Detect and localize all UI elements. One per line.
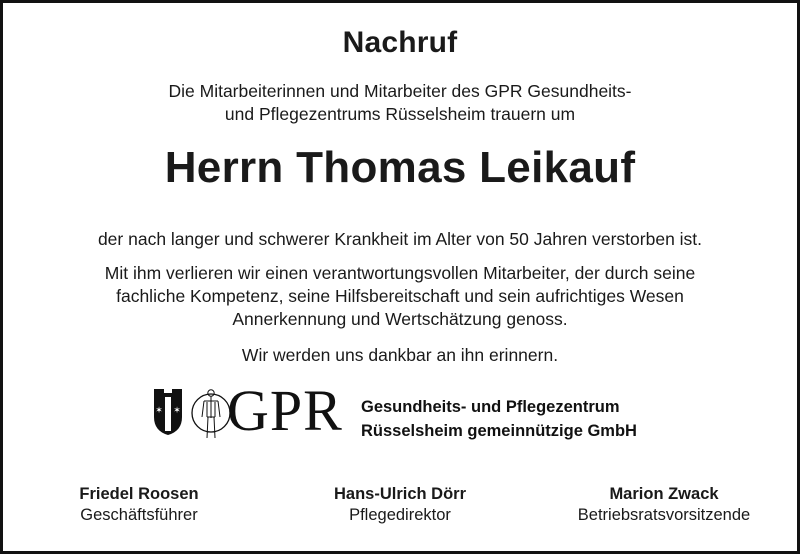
human-figure-icon <box>191 383 231 443</box>
signatory-name: Hans-Ulrich Dörr <box>333 485 467 503</box>
signatory <box>270 484 530 526</box>
signatory-role: Geschäftsführer <box>80 506 198 524</box>
intro-line: und Pflegezentrums Rüsselsheim trauern um <box>224 104 576 124</box>
tribute-paragraph <box>3 262 797 331</box>
signatory-role: Betriebsratsvorsitzende <box>577 506 751 524</box>
organization-name <box>361 395 637 443</box>
notice-heading: Nachruf <box>342 26 458 59</box>
gpr-wordmark: GPR <box>227 378 343 443</box>
signatory-role: Pflegedirektor <box>349 506 451 524</box>
remembrance-statement: Wir werden uns dankbar an ihn erinnern. <box>241 345 559 365</box>
death-statement: der nach langer und schwerer Krankheit im Alter von 50 Jahren verstorben ist. <box>97 229 703 249</box>
org-line: Rüsselsheim gemeinnützige GmbH <box>361 422 637 440</box>
coat-of-arms-icon <box>151 387 185 437</box>
tribute-line: Annerkennung und Wertschätzung genoss. <box>232 309 568 329</box>
svg-text:✶: ✶ <box>155 406 163 416</box>
tribute-line: fachliche Kompetenz, seine Hilfsbereitschaft und sein aufrichtiges Wesen <box>116 286 684 306</box>
signatory <box>9 484 269 526</box>
gpr-logo <box>151 378 671 445</box>
deceased-name: Herrn Thomas Leikauf <box>164 143 636 192</box>
signatory-name: Friedel Roosen <box>79 485 199 503</box>
svg-text:✶: ✶ <box>173 406 181 416</box>
org-line: Gesundheits- und Pflegezentrum <box>361 398 620 416</box>
intro-text <box>3 80 797 126</box>
tribute-line: Mit ihm verlieren wir einen verantwortungsvollen Mitarbeiter, der durch seine <box>104 263 696 283</box>
signatory <box>534 484 794 526</box>
signatory-name: Marion Zwack <box>609 485 719 503</box>
intro-line: Die Mitarbeiterinnen und Mitarbeiter des GPR Gesundheits- <box>168 81 632 101</box>
